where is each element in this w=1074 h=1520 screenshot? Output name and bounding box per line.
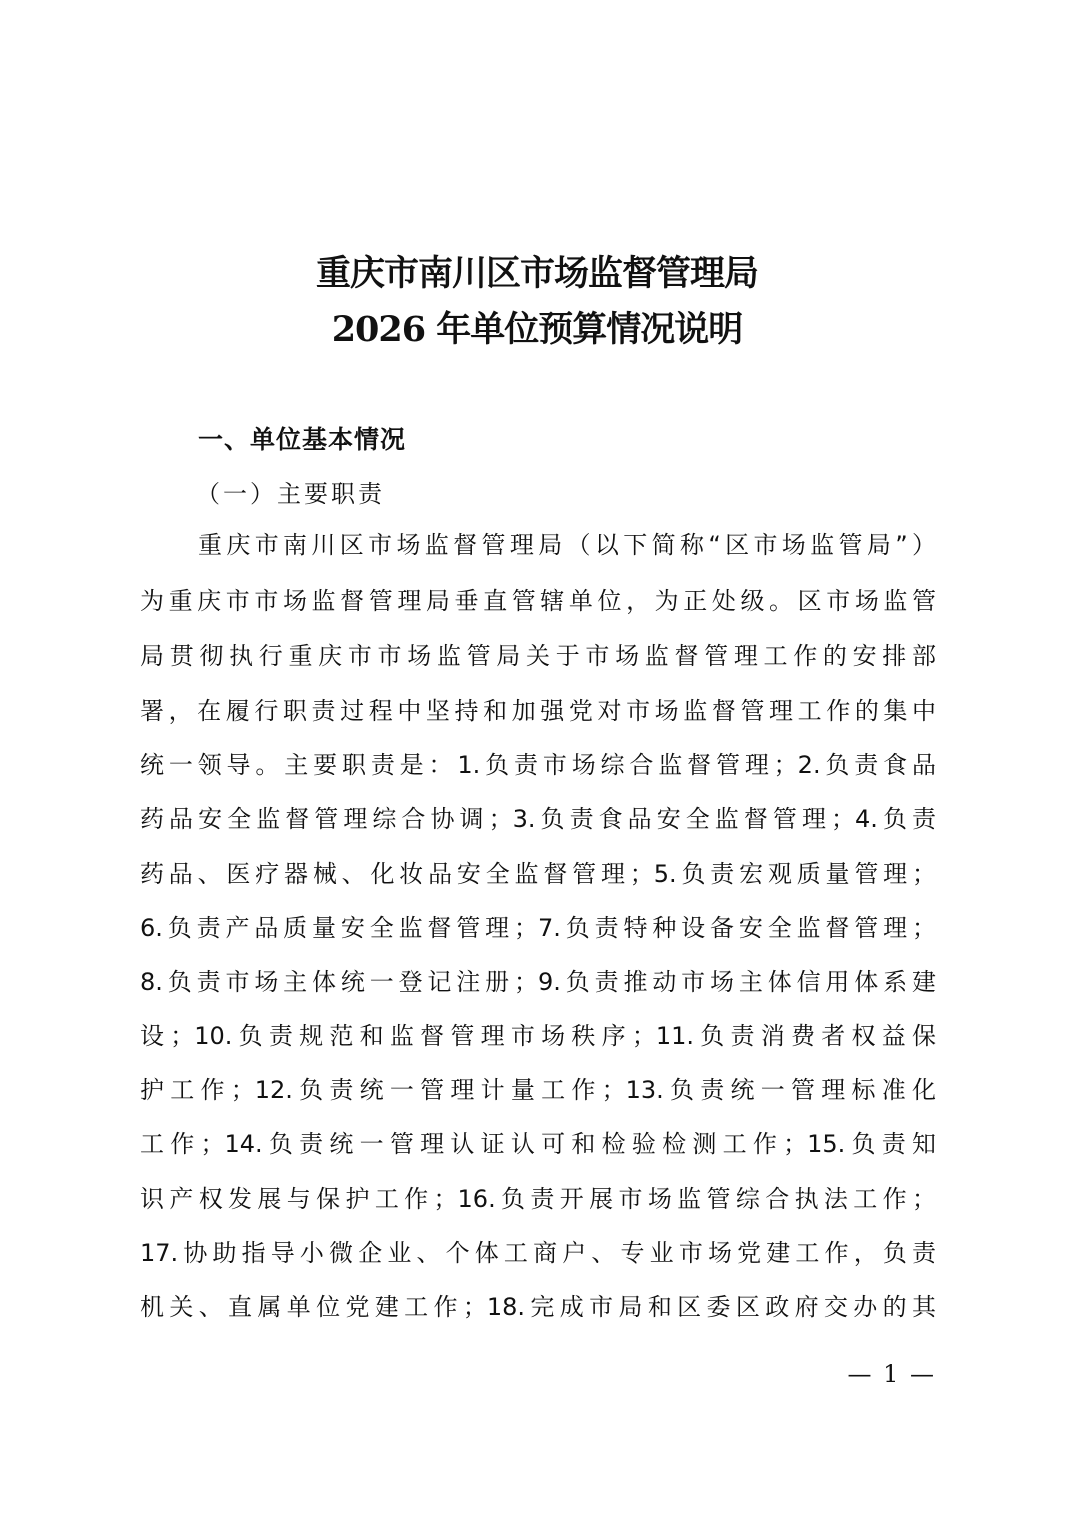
paragraph-line: 识产权发展与保护工作；16.负责开展市场监管综合执法工作； (140, 1185, 936, 1213)
paragraph-line: 6.负责产品质量安全监督管理；7.负责特种设备安全监督管理； (140, 914, 936, 942)
paragraph-line: 工作；14.负责统一管理认证认可和检验检测工作；15.负责知 (140, 1130, 936, 1158)
paragraph-line: 机关、直属单位党建工作；18.完成市局和区委区政府交办的其 (140, 1293, 936, 1321)
subsection-heading-main-duties: （一）主要职责 (196, 480, 385, 508)
paragraph-line: 统一领导。主要职责是：1.负责市场综合监督管理；2.负责食品 (140, 751, 936, 779)
paragraph-line: 局贯彻执行重庆市市场监管局关于市场监督管理工作的安排部 (140, 642, 936, 670)
paragraph-line: 药品、医疗器械、化妆品安全监督管理；5.负责宏观质量管理； (140, 860, 936, 888)
page-number: — 1 — (847, 1360, 936, 1388)
section-heading-basic-info: 一、单位基本情况 (198, 425, 407, 454)
paragraph-line: 药品安全监督管理综合协调；3.负责食品安全监督管理；4.负责 (140, 805, 936, 833)
paragraph-line: 17.协助指导小微企业、个体工商户、专业市场党建工作，负责 (140, 1239, 936, 1267)
paragraph-line: 重庆市南川区市场监督管理局（以下简称“区市场监管局”） (198, 531, 936, 559)
paragraph-line: 署，在履行职责过程中坚持和加强党对市场监督管理工作的集中 (140, 697, 936, 725)
paragraph-line: 设；10.负责规范和监督管理市场秩序；11.负责消费者权益保 (140, 1022, 936, 1050)
paragraph-line: 为重庆市市场监督管理局垂直管辖单位，为正处级。区市场监管 (140, 587, 936, 615)
paragraph-line: 护工作；12.负责统一管理计量工作；13.负责统一管理标准化 (140, 1076, 936, 1104)
document-title-line-2: 2026 年单位预算情况说明 (331, 309, 743, 350)
paragraph-line: 8.负责市场主体统一登记注册；9.负责推动市场主体信用体系建 (140, 968, 936, 996)
document-title-line-1: 重庆市南川区市场监督管理局 (315, 253, 758, 294)
